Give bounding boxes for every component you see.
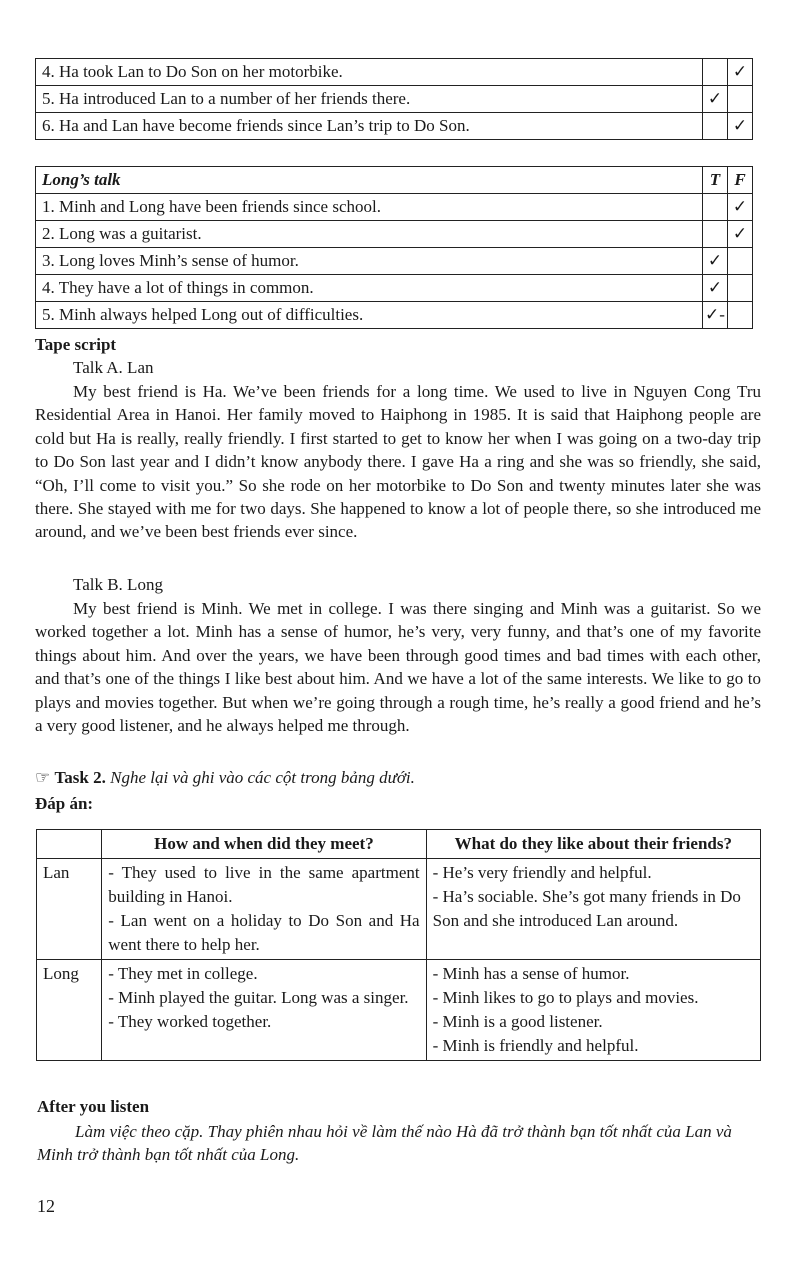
- meet-cell: [102, 960, 426, 1061]
- table-row: [36, 113, 753, 140]
- row-name: Lan: [37, 859, 102, 960]
- meet-cell: [102, 859, 426, 960]
- statement: 3. Long loves Minh’s sense of humor.: [36, 248, 703, 275]
- false-mark: [728, 302, 753, 329]
- true-mark: ✓-: [703, 302, 728, 329]
- like-cell: [426, 960, 760, 1061]
- talk-b-text: My best friend is Minh. We met in college. I was there singing and Minh was a guitarist. So we worked together a lot. Minh has a sense of humor, he’s very, very funny, and that’s one of my favorite things about him. And over the years, we have been through good times and bad times with each other, and that’s one of the things I like best about him. And we have a lot of the same interests. We like to go to plays and movies together. But when we’re going through a rough time, he’s really a good friend and he’s a very good listener, and he always helped me through.: [35, 599, 761, 736]
- table-header-row: [37, 830, 761, 859]
- true-mark: ✓: [703, 248, 728, 275]
- meet-item: - Lan went on a holiday to Do Son and Ha went there to help her.: [108, 911, 420, 954]
- false-column-header: F: [728, 167, 753, 194]
- false-mark: ✓: [728, 59, 753, 86]
- like-cell: [426, 859, 760, 960]
- table-header-row: [36, 167, 753, 194]
- column-header-like: What do they like about their friends?: [426, 830, 760, 859]
- true-mark: ✓: [703, 86, 728, 113]
- task-label: Task 2.: [54, 768, 106, 787]
- row-name: Long: [37, 960, 102, 1061]
- column-header-name: [37, 830, 102, 859]
- talk-b-label: Talk B. Long: [73, 575, 163, 594]
- like-item: - Ha’s sociable. She’s got many friends in Do Son and she introduced Lan around.: [432, 887, 741, 930]
- false-mark: ✓: [728, 194, 753, 221]
- true-false-table-long: [35, 166, 753, 329]
- pointing-hand-icon: ☞: [35, 768, 51, 787]
- false-mark: ✓: [728, 113, 753, 140]
- talk-a-label: Talk A. Lan: [73, 358, 154, 377]
- meet-item: - They met in college.: [108, 964, 258, 983]
- like-item: - Minh likes to go to plays and movies.: [432, 988, 699, 1007]
- table-row: [36, 194, 753, 221]
- false-mark: [728, 86, 753, 113]
- true-mark: ✓: [703, 275, 728, 302]
- answer-label: Đáp án:: [35, 794, 94, 813]
- task-instruction: Nghe lại và ghi vào các cột trong bảng dưới.: [110, 768, 415, 787]
- table-row: [36, 86, 753, 113]
- meet-item: - They worked together.: [108, 1012, 272, 1031]
- after-you-listen-heading: After you listen: [37, 1097, 150, 1116]
- like-item: - He’s very friendly and helpful.: [432, 863, 652, 882]
- statement: 5. Ha introduced Lan to a number of her friends there.: [36, 86, 703, 113]
- after-you-listen-text: Làm việc theo cặp. Thay phiên nhau hỏi về làm thế nào Hà đã trở thành bạn tốt nhất của Lan và Minh trở thành bạn tốt nhất của Long.: [37, 1122, 732, 1164]
- table-row: [36, 248, 753, 275]
- false-mark: [728, 248, 753, 275]
- table-row: [36, 221, 753, 248]
- meet-item: - Minh played the guitar. Long was a singer.: [108, 988, 409, 1007]
- false-mark: ✓: [728, 221, 753, 248]
- statement: 6. Ha and Lan have become friends since Lan’s trip to Do Son.: [36, 113, 703, 140]
- statement: 4. They have a lot of things in common.: [36, 275, 703, 302]
- task-2: [35, 768, 415, 788]
- table-row: [36, 302, 753, 329]
- column-header-meet: How and when did they meet?: [102, 830, 426, 859]
- true-false-table-lan: [35, 58, 753, 140]
- false-mark: [728, 275, 753, 302]
- table-row: [37, 960, 761, 1061]
- like-item: - Minh has a sense of humor.: [432, 964, 630, 983]
- page-number: 12: [37, 1196, 55, 1216]
- statement: 1. Minh and Long have been friends since school.: [36, 194, 703, 221]
- talk-a-text: My best friend is Ha. We’ve been friends for a long time. We used to live in Nguyen Cong Tru Residential Area in Hanoi. Her family moved to Haiphong in 1985. It is said that Haiphong people are cold but Ha is really, really friendly. I first started to get to know her when I was going on a two-day trip to Do Son last year and I didn’t know anybody there. I gave Ha a ring and she was so friendly, she said, “Oh, I’ll come to visit you.” So she rode on her motorbike to Do Son and twenty minutes later she was there. She stayed with me for two days. She happened to know a lot of people there, so she introduced me around, and we’ve been best friends ever since.: [35, 382, 761, 542]
- tape-script-heading: Tape script: [35, 335, 117, 354]
- true-mark: [703, 194, 728, 221]
- statement: 4. Ha took Lan to Do Son on her motorbike.: [36, 59, 703, 86]
- answer-table: [36, 829, 761, 1061]
- statement: 5. Minh always helped Long out of difficulties.: [36, 302, 703, 329]
- true-mark: [703, 113, 728, 140]
- table-row: [36, 275, 753, 302]
- like-item: - Minh is friendly and helpful.: [432, 1036, 639, 1055]
- table-row: [36, 59, 753, 86]
- table-row: [37, 859, 761, 960]
- meet-item: - They used to live in the same apartment building in Hanoi.: [108, 863, 420, 906]
- like-item: - Minh is a good listener.: [432, 1012, 603, 1031]
- table-title: Long’s talk: [36, 167, 703, 194]
- true-column-header: T: [703, 167, 728, 194]
- true-mark: [703, 221, 728, 248]
- true-mark: [703, 59, 728, 86]
- statement: 2. Long was a guitarist.: [36, 221, 703, 248]
